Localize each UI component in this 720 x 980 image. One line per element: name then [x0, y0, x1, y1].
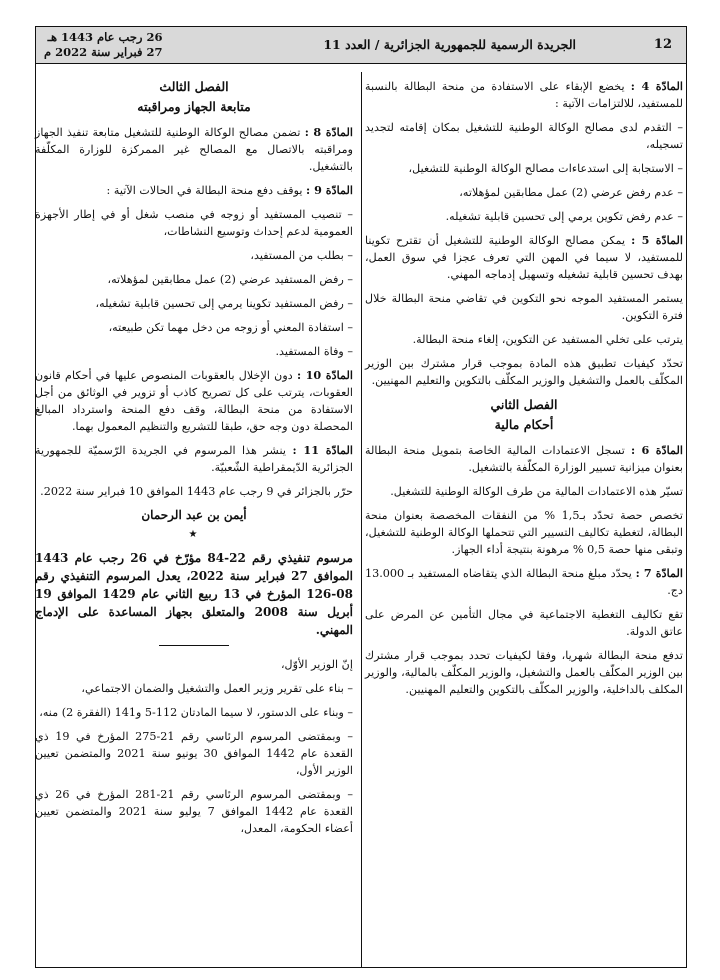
preamble: إنّ الوزير الأوّل،	[280, 658, 353, 671]
visa-item: – وبناء على الدستور، لا سيما المادتان 112-5 و141 (الفقرة 2) منه،	[39, 706, 353, 719]
article-6: المادّة 6 : تسجل الاعتمادات المالية الخاصة بتمويل منحة البطالة بعنوان ميزانية تسيير الوزارة المكلّفة بالتشغيل.	[365, 443, 683, 474]
list-item: – عدم رفض عرضي (2) عمل مطابقين لمؤهلاته،	[459, 186, 683, 199]
date-hijri: 26 رجب عام 1443 هـ	[47, 30, 163, 44]
article-8: المادّة 8 : تضمن مصالح الوكالة الوطنية للتشغيل متابعة تنفيذ الجهاز ومراقبته بالاتصال مع المصالح غير الممركزة للوزارة المكلّفة بالتشغيل.	[35, 125, 354, 173]
article-9: المادّة 9 : يوقف دفع منحة البطالة في الحالات الآتية :	[106, 183, 353, 197]
chapter-heading: الفصل الثاني	[490, 397, 558, 412]
page-header	[35, 26, 687, 64]
paragraph: تدفع منحة البطالة شهريا، وفقا لكيفيات تحدد بموجب قرار مشترك بين الوزير المكلّف بالعمل والتشغيل، والوزير المكلّف بالمالية، والوزير المكلف بالداخلية، والوزير المكلّف بالتكوين والتعليم المهنيين.	[365, 649, 683, 696]
list-item: – رفض المستفيد تكوينا يرمي إلى تحسين قابلية تشغيله،	[95, 297, 353, 310]
article-11: المادّة 11 : ينشر هذا المرسوم في الجريدة الرّسميّة للجمهورية الجزائرية الدّيمقراطية الشّعبيّة.	[35, 443, 354, 474]
paragraph: تحدّد كيفيات تطبيق هذه المادة بموجب قرار مشترك بين الوزير المكلّف بالعمل والتشغيل والوزير المكلّف بالتكوين والتعليم المهنيين.	[365, 357, 683, 387]
list-item: – التقدم لدى مصالح الوكالة الوطنية للتشغيل بمكان إقامته لتجديد تسجيله،	[365, 121, 683, 151]
list-item: – بطلب من المستفيد،	[250, 249, 353, 262]
frame-right-border	[686, 64, 687, 967]
paragraph: تسيّر هذه الاعتمادات المالية من طرف الوكالة الوطنية للتشغيل.	[390, 485, 683, 498]
chapter-title: متابعة الجهاز ومراقبته	[137, 99, 251, 114]
signer-name: أيمن بن عبد الرحمان	[141, 508, 247, 522]
visa-item: – وبمقتضى المرسوم الرئاسي رقم 21-275 المؤرخ في 19 ذي القعدة عام 1442 الموافق 30 يونيو سنة 2021 والمتضمن تعيين الوزير الأول،	[35, 730, 354, 777]
star-separator: ★	[188, 529, 200, 540]
list-item: – الاستجابة إلى استدعاءات مصالح الوكالة الوطنية للتشغيل،	[408, 162, 683, 175]
article-4: المادّة 4 : يخضع الإبقاء على الاستفادة من منحة البطالة بالنسبة للمستفيد، للالتزامات الآتية :	[365, 79, 683, 110]
chapter-heading: الفصل الثالث	[159, 79, 229, 94]
issue-date	[44, 30, 163, 60]
paragraph: تقع تكاليف التغطية الاجتماعية في مجال التأمين عن المرض على عاتق الدولة.	[365, 608, 683, 638]
done-at: حرّر بالجزائر في 9 رجب عام 1443 الموافق 10 فبراير سنة 2022.	[40, 485, 353, 498]
column-divider	[361, 72, 362, 967]
divider	[159, 645, 229, 646]
page-number: 12	[653, 37, 672, 52]
list-item: – عدم رفض تكوين يرمي إلى تحسين قابلية تشغيله.	[445, 210, 683, 223]
paragraph: تخصص حصة تحدّد بـ1,5 % من النفقات المخصصة بعنوان منحة البطالة، لتغطية تكاليف التسيير التي تتحملها الوكالة الوطنية للتشغيل، وتبقى منها حصة 0,5 % مرهونة بنتيجة أداء الجهاز.	[365, 509, 683, 556]
visa-item: – بناء على تقرير وزير العمل والتشغيل والضمان الاجتماعي،	[81, 682, 353, 695]
paragraph: يترتب على تخلي المستفيد عن التكوين، إلغاء منحة البطالة.	[412, 333, 683, 346]
article-5: المادّة 5 : يمكن مصالح الوكالة الوطنية للتشغيل أن تقترح تكوينا للمستفيد، لا سيما في المهن التي تعرف عجزا في سوق العمل، بهدف تحسين قابلية تشغيله وتسهيل إدماجه المهني.	[365, 233, 684, 281]
frame-bottom-border	[35, 967, 687, 968]
gazette-title: الجريدة الرسمية للجمهورية الجزائرية / العدد 11	[323, 37, 576, 52]
decree-title: مرسوم تنفيذي رقم 22-84 مؤرّخ في 26 رجب عام 1443 الموافق 27 فبراير سنة 2022، يعدل المرسوم التنفيذي رقم 08-126 المؤرخ في 13 ربيع الثاني عام 1429 الموافق 19 أبريل سنة 2008 والمتعلق بجهاز المساعدة على الإدماج المهني.	[35, 551, 354, 637]
list-item: – تنصيب المستفيد أو زوجه في منصب شغل أو في إطار الأجهزة العمومية لدعم إحداث وتوسيع النشاطات،	[35, 208, 353, 238]
paragraph: يستمر المستفيد الموجه نحو التكوين في تقاضي منحة البطالة خلال فترة التكوين.	[365, 292, 683, 322]
list-item: – رفض المستفيد عرضي (2) عمل مطابقين لمؤهلاته،	[107, 273, 353, 286]
chapter-title: أحكام مالية	[494, 417, 554, 432]
date-gregorian: 27 فبراير سنة 2022 م	[44, 45, 163, 59]
left-column	[35, 78, 353, 844]
list-item: – وفاة المستفيد.	[275, 345, 353, 358]
right-column	[365, 78, 683, 705]
article-7: المادّة 7 : يحدّد مبلغ منحة البطالة الذي يتقاضاه المستفيد بـ 13.000 دج.	[365, 566, 683, 597]
article-10: المادّة 10 : دون الإخلال بالعقوبات المنصوص عليها في أحكام قانون العقوبات، يترتب على كل تصريح كاذب أو تزوير في الوثائق من أجل الاستفادة من منحة البطالة، وقف دفع المنحة واسترداد المبالغ المحصلة دون وجه حق، طبقا للتشريع والتنظيم المعمول بهما.	[35, 368, 353, 433]
visa-item: – وبمقتضى المرسوم الرئاسي رقم 21-281 المؤرخ في 26 ذي القعدة عام 1442 الموافق 7 يوليو سنة 2021 والمتضمن تعيين أعضاء الحكومة، المعدل،	[35, 788, 354, 835]
list-item: – استفادة المعني أو زوجه من دخل مهما تكن طبيعته،	[108, 321, 353, 334]
